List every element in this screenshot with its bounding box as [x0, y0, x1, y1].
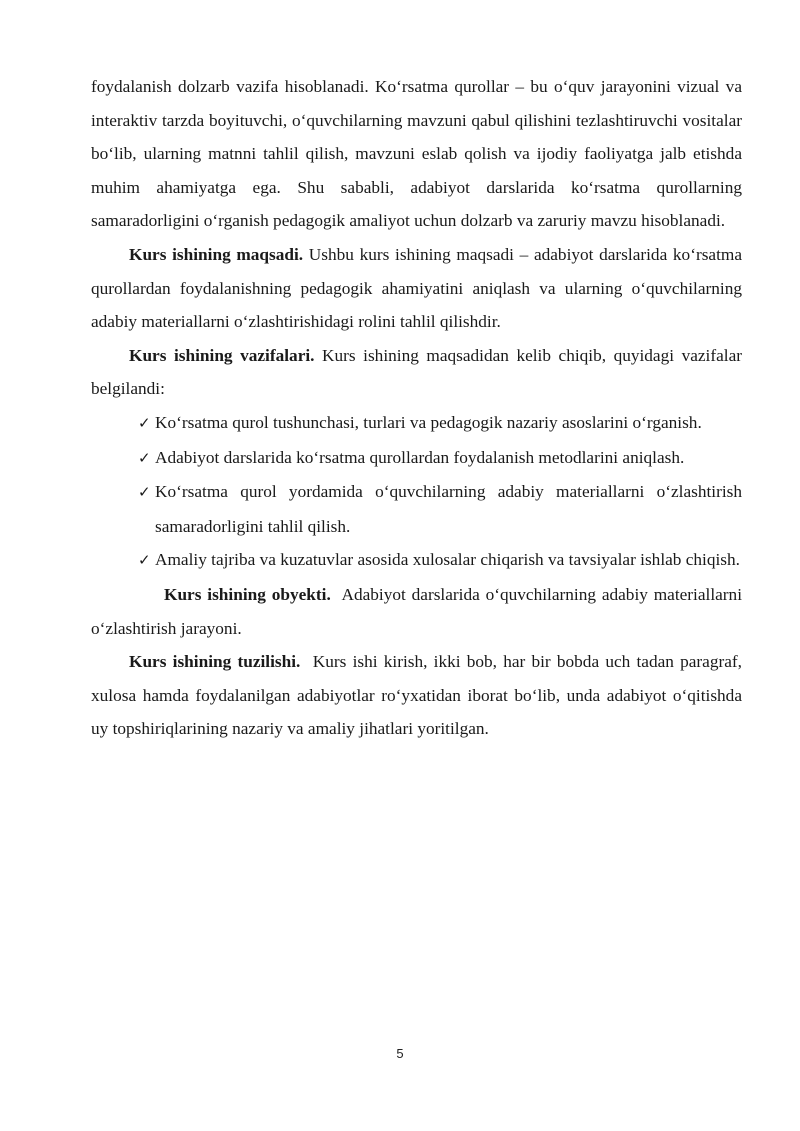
intro-paragraph: foydalanish dolzarb vazifa hisoblanadi. Ko‘rsatma qurollar – bu o‘quv jarayonini vizual va interaktiv tarzda boyituvchi, o‘quvchilarning mavzuni qabul qilishini tezlashtiruvchi vositalar bo‘lib, ularning matnni tahlil qilish, mavzuni eslab qolish va ijodiy faoliyatga jalb etishda muhim ahamiyatga ega. Shu sababli, adabiyot darslarida ko‘rsatma qurollarning samaradorligini o‘rganish pedagogik amaliyot uchun dolzarb va zaruriy mavzu hisoblanadi. — [91, 77, 742, 231]
tasks-paragraph — [91, 339, 742, 406]
structure-paragraph — [91, 645, 747, 746]
list-item — [138, 543, 742, 578]
document-page — [91, 70, 747, 746]
list-item-text: Ko‘rsatma qurol tushunchasi, turlari va pedagogik nazariy asoslarini o‘rganish. — [155, 412, 702, 432]
tasks-text: Kurs ishining maqsadidan kelib chiqib, quyidagi vazifalar belgilandi: — [91, 345, 743, 399]
object-paragraph — [91, 578, 747, 645]
structure-heading: Kurs ishining tuzilishi. — [129, 652, 301, 672]
check-mark-icon: ✓ — [138, 413, 151, 432]
aim-heading: Kurs ishining maqsadi. — [129, 244, 304, 264]
list-item — [138, 441, 742, 476]
aim-text: Ushbu kurs ishining maqsadi – adabiyot darslarida ko‘rsatma qurollardan foydalanishning pedagogik ahamiyatini aniqlash va ularning o‘quvchilarning adabiy materiallarni o‘zlashtirishidagi rolini tahlil qilishdir. — [91, 244, 743, 332]
structure-text: Kurs ishi kirish, ikki bob, har bir bobda uch tadan paragraf, xulosa hamda foydalanilgan adabiyotlar ro‘yxatidan iborat bo‘lib, unda adabiyot o‘qitishda uy topshiriqlarining nazariy va amaliy jihatlari yoritilgan. — [91, 652, 747, 739]
aim-paragraph — [91, 238, 742, 339]
check-mark-icon: ✓ — [138, 448, 151, 467]
list-item-text: Amaliy tajriba va kuzatuvlar asosida xulosalar chiqarish va tavsiyalar ishlab chiqish. — [155, 550, 740, 570]
tasks-list — [91, 406, 742, 578]
check-mark-icon: ✓ — [138, 483, 151, 502]
list-item — [138, 475, 742, 543]
list-item-text: Adabiyot darslarida ko‘rsatma qurollardan foydalanish metodlarini aniqlash. — [155, 447, 685, 467]
object-heading: Kurs ishining obyekti. — [164, 584, 331, 604]
tasks-heading: Kurs ishining vazifalari. — [129, 345, 315, 365]
list-item — [138, 406, 742, 441]
page-number: 5 — [396, 1046, 404, 1061]
check-mark-icon: ✓ — [138, 551, 151, 570]
object-text: Adabiyot darslarida o‘quvchilarning adabiy materiallarni o‘zlashtirish jarayoni. — [91, 584, 747, 638]
list-item-text: Ko‘rsatma qurol yordamida o‘quvchilarning adabiy materiallarni o‘zlashtirish samaradorligini tahlil qilish. — [155, 482, 742, 536]
